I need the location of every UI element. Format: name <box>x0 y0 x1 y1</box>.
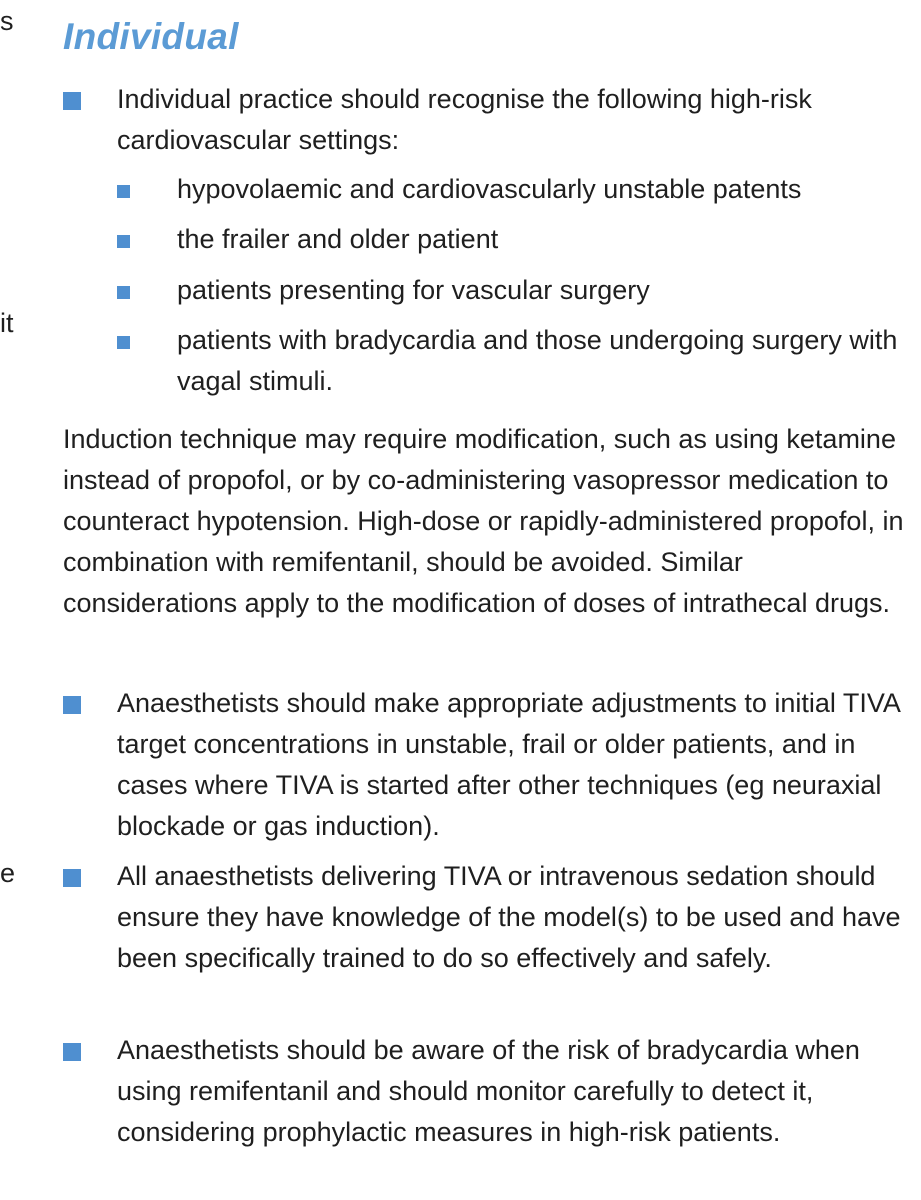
square-bullet-icon <box>63 869 81 887</box>
intro-bullet-text: Individual practice should recognise the following high-risk cardiovascular settings: <box>117 84 812 155</box>
intro-bullet <box>117 79 907 161</box>
sub-bullet-text: hypovolaemic and cardiovascularly unstable patents <box>177 174 802 204</box>
bullet-text: All anaesthetists delivering TIVA or intravenous sedation should ensure they have knowledge of the model(s) to be used and have been specifically trained to do so effectively and safely. <box>117 861 901 973</box>
sub-bullet-3 <box>177 270 907 311</box>
bullet-1 <box>117 683 907 847</box>
bullet-2 <box>117 856 907 979</box>
square-bullet-icon <box>117 235 130 248</box>
square-bullet-icon <box>117 336 130 349</box>
body-paragraph: Induction technique may require modification, such as using ketamine instead of propofol, or by co-administering vasopressor medication to counteract hypotension. High-dose or rapidly-administered propofol, in combination with remifentanil, should be avoided. Similar considerations apply to the modification of doses of intrathecal drugs. <box>63 424 904 618</box>
margin-fragment-1: s <box>0 6 14 36</box>
sub-bullet-4 <box>177 320 907 402</box>
sub-bullet-text: patients with bradycardia and those undergoing surgery with vagal stimuli. <box>177 325 898 396</box>
sub-bullet-1 <box>177 169 907 210</box>
bullet-text: Anaesthetists should be aware of the risk of bradycardia when using remifentanil and should monitor carefully to detect it, considering prophylactic measures in high-risk patients. <box>117 1035 860 1147</box>
bullet-3 <box>117 1030 907 1153</box>
square-bullet-icon <box>117 286 130 299</box>
sub-bullet-text: the frailer and older patient <box>177 224 499 254</box>
section-heading: Individual <box>63 16 239 57</box>
square-bullet-icon <box>63 696 81 714</box>
square-bullet-icon <box>117 185 130 198</box>
margin-fragment-2: it <box>0 308 14 338</box>
sub-bullet-2 <box>177 219 907 260</box>
margin-fragment-3: e <box>0 858 16 888</box>
sub-bullet-text: patients presenting for vascular surgery <box>177 275 650 305</box>
square-bullet-icon <box>63 1043 81 1061</box>
bullet-text: Anaesthetists should make appropriate adjustments to initial TIVA target concentrations in unstable, frail or older patients, and in cases where TIVA is started after other techniques (eg neuraxial blockade or gas induction). <box>117 688 900 841</box>
square-bullet-icon <box>63 92 81 110</box>
